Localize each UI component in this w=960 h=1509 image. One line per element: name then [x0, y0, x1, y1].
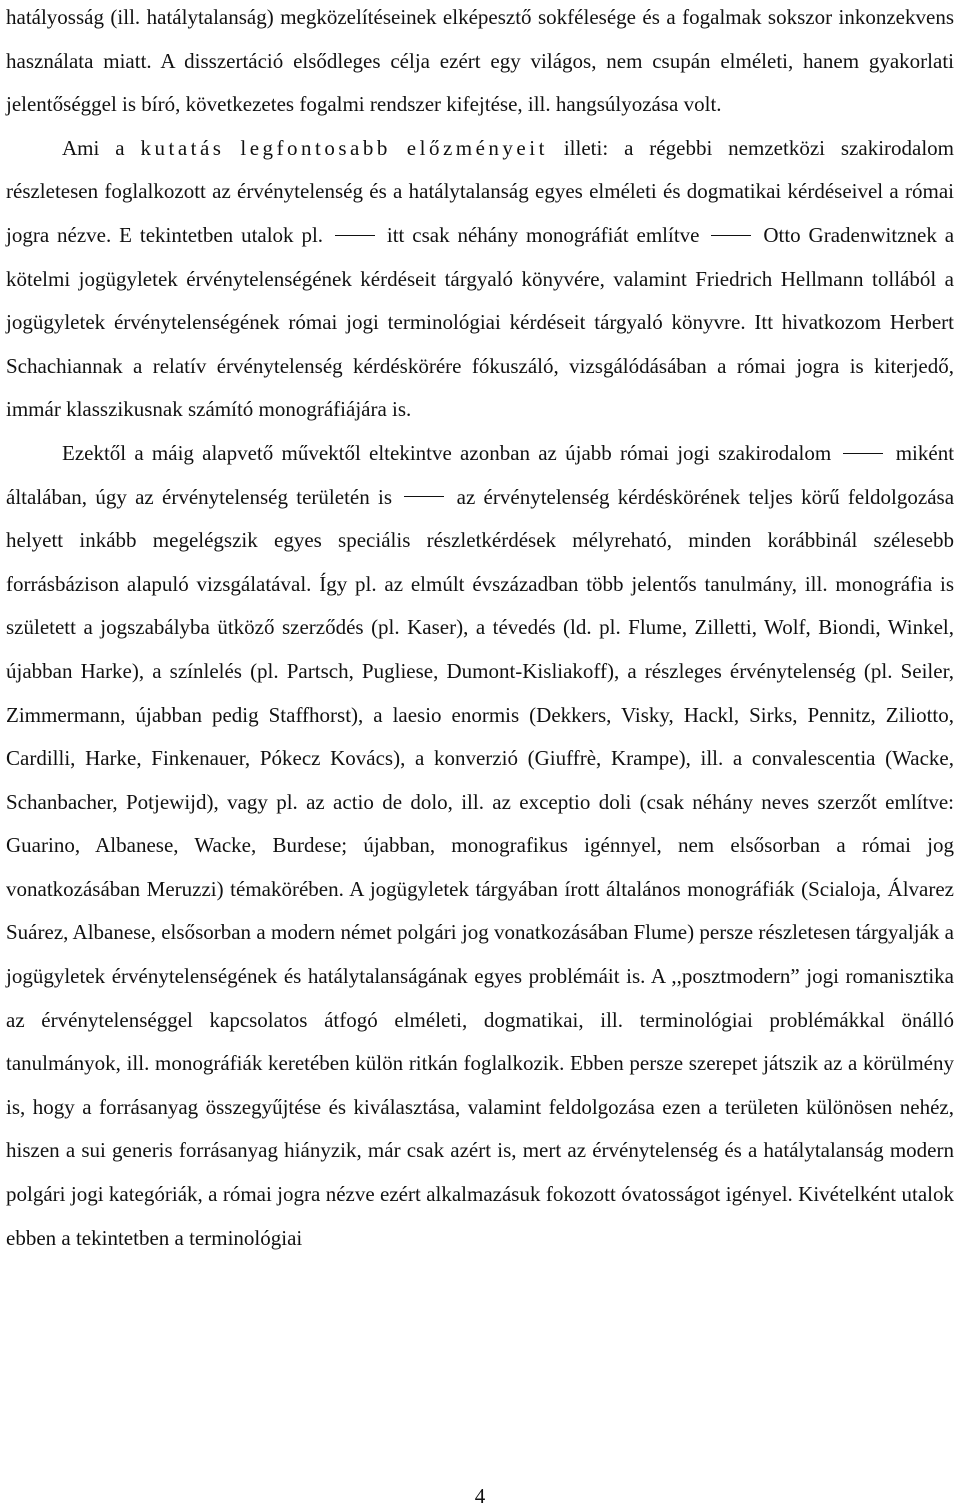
- paragraph-research-antecedents: [6, 127, 954, 432]
- paragraph-later-literature: [6, 432, 954, 1260]
- body-text: [6, 0, 954, 1260]
- spaced-emphasis-antecedents: előzményeit: [406, 135, 548, 160]
- paragraph-text: hatályosság (ill. hatálytalanság) megközelítéseinek elképesztő sokfélesége és a fogalmak sokszor inkonzekvens használata miatt. A disszertáció elsődleges célja ezért egy világos, nem csupán elméleti, hanem gyakorlati jelentőséggel is bíró, következetes fogalmi rendszer kifejtése, ill. hangsúlyozása volt.: [6, 5, 954, 117]
- paragraph-continued: [6, 0, 954, 127]
- em-dash: [843, 453, 883, 454]
- page-number: 4: [474, 1484, 486, 1508]
- spaced-emphasis-research: kutatás: [140, 135, 225, 160]
- paragraph-text-start: Ami a: [62, 135, 141, 160]
- paragraph-text-end: az érvénytelenség kérdéskörének teljes körű feldolgozása helyett inkább megelégszik egyes speciális részletkérdések mélyreható, minden korábbinál szélesebb forrásbázison alapuló vizsgálatával. Így pl. az elmúlt évszázadban több jelentős tanulmány, ill. monográfia is született a jogszabályba ütköző szerződés (pl. Kaser), a tévedés (ld. pl. Flume, Zilletti, Wolf, Biondi, Winkel, újabban Harke), a színlelés (pl. Partsch, Pugliese, Dumont-Kisliakoff), a részleges érvénytelenség (pl. Seiler, Zimmermann, újabban pedig Staffhorst), a laesio enormis (Dekkers, Visky, Hackl, Sirks, Pennitz, Ziliotto, Cardilli, Harke, Finkenauer, Pókecz Kovács), a konverzió (Giuffrè, Krampe), ill. a convalescentia (Wacke, Schanbacher, Potjewijd), vagy pl. az actio de dolo, ill. az exceptio doli (csak néhány neves szerzőt említve: Guarino, Albanese, Wacke, Burdese; újabban, monografikus igénnyel, nem elsősorban a római jog vonatkozásában Meruzzi) témakörében. A jogügyletek tárgyában írott általános monográfiák (Scialoja, Álvarez Suárez, Albanese, elsősorban a modern német polgári jog vonatkozásában Flume) persze részletesen tárgyalják a jogügyletek érvénytelenségének és hatálytalanságának egyes problémáit is. A ,,posztmodern” jogi romanisztika az érvénytelenséggel kapcsolatos átfogó elméleti, dogmatikai, ill. terminológiai problémákkal önálló tanulmányok, ill. monográfiák keretében külön ritkán foglalkozik. Ebben persze szerepet játszik az a körülmény is, hogy a forrásanyag összegyűjtése és kiválasztása, valamint feldolgozása ezen a területen különösen nehéz, hiszen a sui generis forrásanyag hiányzik, már csak azért is, mert az érvénytelenség és a hatálytalanság modern polgári jogi kategóriák, a római jogra nézve ezért alkalmazásuk fokozott óvatosságot igényel. Kivételként utalok ebben a tekintetben a terminológiai: [6, 484, 955, 1250]
- em-dash: [335, 235, 375, 236]
- em-dash: [711, 235, 751, 236]
- paragraph-text-start: Ezektől a máig alapvető művektől eltekintve azonban az újabb római jogi szakirodalom: [62, 440, 832, 465]
- paragraph-aside: itt csak néhány monográfiát említve: [386, 222, 700, 247]
- em-dash: [404, 496, 444, 497]
- paragraph-text-end: Otto Gradenwitznek a kötelmi jogügyletek érvénytelenségének kérdéseit tárgyaló könyvére, valamint Friedrich Hellmann tollából a jogügyletek érvénytelenségének római jogi terminológiai kérdéseit tárgyaló könyvre. Itt hivatkozom Herbert Schachiannak a relatív érvénytelenség kérdéskörére fókuszáló, vizsgálódásában a római jogra is kiterjedő, immár klasszikusnak számító monográfiájára is.: [6, 222, 955, 422]
- paragraph-aside: miként általában, úgy az érvénytelenség területén is: [6, 440, 955, 509]
- paragraph-text-middle: illeti: a régebbi nemzetközi szakirodalom részletesen foglalkozott az érvénytelenség és a hatálytalanság egyes elméleti és dogmatikai kérdéseivel a római jogra nézve. E tekintetben utalok pl.: [6, 135, 955, 247]
- spaced-emphasis-most-important: legfontosabb: [240, 135, 391, 160]
